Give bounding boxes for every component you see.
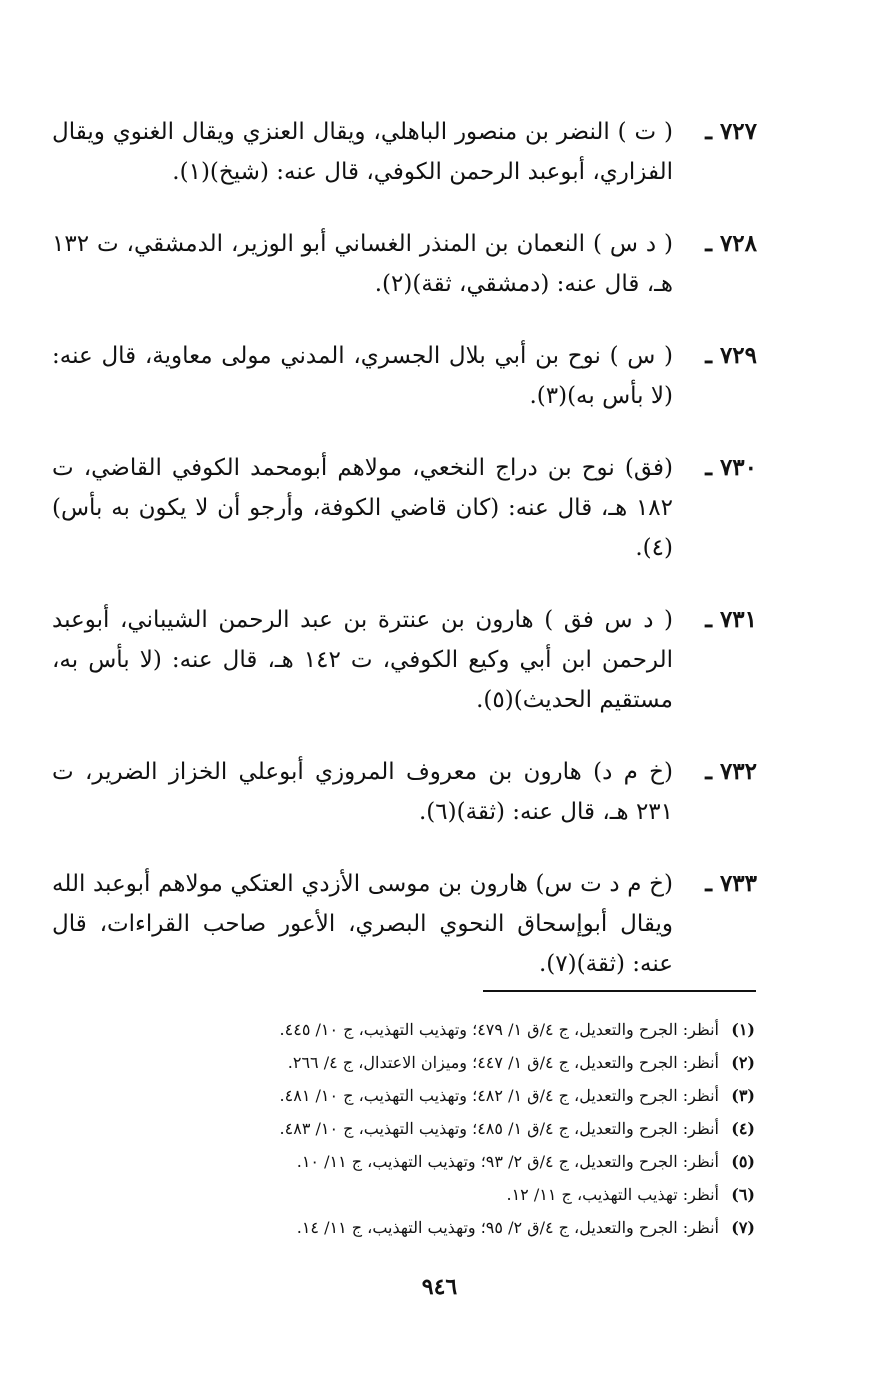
footnote-number: (٤) — [731, 1119, 755, 1138]
footnote-5 — [150, 1145, 755, 1178]
entry-text: ( د س ) النعمان بن المنذر الغساني أبو الوزير، الدمشقي، ت ١٣٢ هـ، قال عنه: (دمشقي، ثقة)(٢). — [52, 231, 673, 297]
entry-number: ٧٢٧ ـ — [705, 118, 757, 145]
entry-number: ٧٢٨ ـ — [705, 230, 757, 257]
footnote-2 — [150, 1046, 755, 1079]
footnote-number: (١) — [731, 1020, 755, 1039]
entry-732 — [52, 752, 757, 832]
footnote-text: أنظر: الجرح والتعديل، ج ٤/ق ١/ ٤٨٥؛ وتهذيب التهذيب، ج ١٠/ ٤٨٣. — [279, 1119, 719, 1138]
entry-number: ٧٣١ ـ — [705, 606, 757, 633]
footnote-separator — [483, 990, 756, 992]
footnote-number: (٦) — [731, 1185, 755, 1204]
footnote-text: أنظر: الجرح والتعديل، ج ٤/ق ١/ ٤٧٩؛ وتهذيب التهذيب، ج ١٠/ ٤٤٥. — [279, 1020, 719, 1039]
entry-number: ٧٣٣ ـ — [705, 870, 757, 897]
footnote-6 — [150, 1178, 755, 1211]
entry-text: ( ت ) النضر بن منصور الباهلي، ويقال العنزي ويقال الغنوي ويقال الفزاري، أبوعبد الرحمن الكوفي، قال عنه: (شيخ)(١). — [52, 119, 673, 185]
footnote-text: أنظر: الجرح والتعديل، ج ٤/ق ١/ ٤٨٢؛ وتهذيب التهذيب، ج ١٠/ ٤٨١. — [279, 1086, 719, 1105]
entry-733 — [52, 864, 757, 984]
footnote-number: (٧) — [731, 1218, 755, 1237]
entry-number: ٧٣٠ ـ — [705, 454, 757, 481]
footnote-4 — [150, 1112, 755, 1145]
footnote-number: (٢) — [731, 1053, 755, 1072]
footnote-text: أنظر: الجرح والتعديل، ج ٤/ق ٢/ ٩٣؛ وتهذيب التهذيب، ج ١١/ ١٠. — [296, 1152, 719, 1171]
entry-730 — [52, 448, 757, 568]
footnote-text: أنظر: الجرح والتعديل، ج ٤/ق ١/ ٤٤٧؛ وميزان الاعتدال، ج ٤/ ٢٦٦. — [287, 1053, 719, 1072]
footnote-text: أنظر: تهذيب التهذيب، ج ١١/ ١٢. — [506, 1185, 719, 1204]
entry-727 — [52, 112, 757, 192]
entry-text: ( س ) نوح بن أبي بلال الجسري، المدني مولى معاوية، قال عنه: (لا بأس به)(٣). — [52, 343, 673, 409]
entry-text: ( د س فق ) هارون بن عنترة بن عبد الرحمن الشيباني، أبوعبد الرحمن ابن أبي وكيع الكوفي، ت ١٤٢ هـ، قال عنه: (لا بأس به، مستقيم الحديث)(٥). — [52, 607, 673, 713]
page-number: ٩٤٦ — [421, 1274, 458, 1300]
footnote-number: (٣) — [731, 1086, 755, 1105]
entries-list — [52, 112, 757, 1016]
entry-text: (فق) نوح بن دراج النخعي، مولاهم أبومحمد الكوفي القاضي، ت ١٨٢ هـ، قال عنه: (كان قاضي الكوفة، وأرجو أن لا يكون به بأس)(٤). — [52, 455, 673, 561]
footnote-1 — [150, 1013, 755, 1046]
footnote-7 — [150, 1211, 755, 1244]
footnote-3 — [150, 1079, 755, 1112]
entry-731 — [52, 600, 757, 720]
entry-text: (خ م د ت س) هارون بن موسى الأزدي العتكي مولاهم أبوعبد الله ويقال أبوإسحاق النحوي البصري، الأعور صاحب القراءات، قال عنه: (ثقة)(٧). — [52, 871, 673, 977]
footnote-number: (٥) — [731, 1152, 755, 1171]
entry-728 — [52, 224, 757, 304]
entry-text: (خ م د) هارون بن معروف المروزي أبوعلي الخزاز الضرير، ت ٢٣١ هـ، قال عنه: (ثقة)(٦). — [52, 759, 673, 825]
footnotes-list — [150, 1013, 755, 1244]
footnote-text: أنظر: الجرح والتعديل، ج ٤/ق ٢/ ٩٥؛ وتهذيب التهذيب، ج ١١/ ١٤. — [296, 1218, 719, 1237]
entry-number: ٧٣٢ ـ — [705, 758, 757, 785]
entry-729 — [52, 336, 757, 416]
entry-number: ٧٢٩ ـ — [705, 342, 757, 369]
